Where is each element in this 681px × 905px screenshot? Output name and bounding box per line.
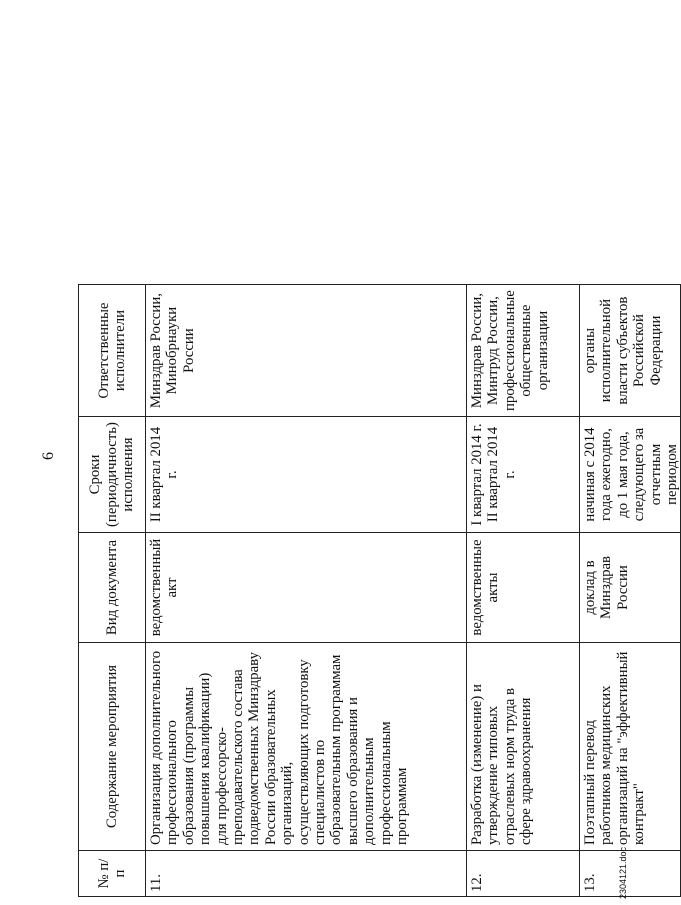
row-content: Поэтапный перевод работников медицинских организаций на "эффективный контракт" [580, 643, 681, 851]
row-doc-type: ведомственный акт [146, 533, 467, 643]
row-content: Организация дополнительного профессионального образования (программы повышения квалификации) для профессорско-преподавательского состава подведомственных Минздраву России образовательных организаций, осуществляющих подготовку специалистов по образовательным программам высшего образования и дополнительным профессиональным программам [146, 643, 467, 851]
row-doc-type: доклад в Минздрав России [580, 533, 681, 643]
row-content: Разработка (изменение) и утверждение типовых отраслевых норм труда в сфере здравоохранения [467, 643, 580, 851]
table-row [146, 285, 467, 897]
row-responsible: Минздрав России, Минобрнауки России [146, 285, 467, 417]
page-number: 6 [40, 452, 57, 460]
row-doc-type: ведомственные акты [467, 533, 580, 643]
table-row [580, 285, 681, 897]
row-deadline: начиная с 2014 года ежегодно, до 1 мая года, следующего за отчетным периодом [580, 417, 681, 533]
row-deadline: II квартал 2014 г. [146, 417, 467, 533]
header-deadline: Сроки (периодичность) исполнения [79, 417, 146, 533]
header-responsible: Ответственные исполнители [79, 285, 146, 417]
row-num: 12. [467, 851, 580, 897]
header-doc-type: Вид документа [79, 533, 146, 643]
measures-table [78, 284, 681, 897]
row-num: 13. [580, 851, 681, 897]
row-num: 11. [146, 851, 467, 897]
row-responsible: органы исполнительной власти субъектов Российской Федерации [580, 285, 681, 417]
header-row [79, 285, 146, 897]
header-content: Содержание мероприятия [79, 643, 146, 851]
row-deadline: I квартал 2014 г. II квартал 2014 г. [467, 417, 580, 533]
row-responsible: Минздрав России, Минтруд России, профессиональные общественные организации [467, 285, 580, 417]
header-num: № п/п [79, 851, 146, 897]
table-row [467, 285, 580, 897]
footer-code: 2304121.doc [618, 846, 628, 899]
